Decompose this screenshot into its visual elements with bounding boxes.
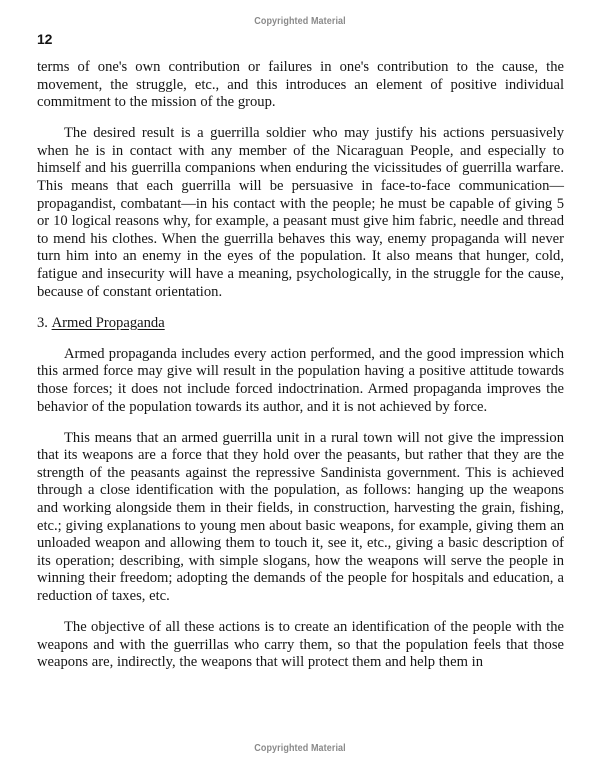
copyright-watermark-top: Copyrighted Material [254,15,346,27]
paragraph-armed-propaganda-definition: Armed propaganda includes every action performed, and the good impression which this armed force may give will result in the population having a positive attitude towards those forces; it does not include forced indoctrination. Armed propaganda improves the behavior of the population towards its author, and it is not achieved by force. [37,345,564,415]
page-number: 12 [37,31,53,47]
section-heading-armed-propaganda [37,315,564,333]
paragraph-continued: terms of one's own contribution or failures in one's contribution to the cause, the movement, the struggle, etc., and this introduces an element of positive individual commitment to the mission of the group. [37,59,564,111]
section-title: Armed Propaganda [51,314,165,331]
paragraph-objective: The objective of all these actions is to create an identification of the people with the weapons and with the guerrillas who carry them, so that the population feels that those weapons are, indirectly, the weapons that will protect them and help them in [37,619,564,671]
body-text-column [37,59,564,685]
section-number: 3. [37,314,48,331]
paragraph-desired-result: The desired result is a guerrilla soldier who may justify his actions persuasively when he is in contact with any member of the Nicaraguan People, and especially to himself and his guerrilla companions when enduring the vicissitudes of guerrilla warfare. This means that each guerrilla will be persuasive in face-to-face communication—propagandist, combatant—in his contact with the people; he must be capable of giving 5 or 10 logical reasons why, for example, a peasant must give him fabric, needle and thread to mend his clothes. When the guerrilla behaves this way, enemy propaganda will never turn him into an enemy in the eyes of the population. It also means that hunger, cold, fatigue and insecurity will have a meaning, psychologically, in the struggle for the cause, because of constant orientation. [37,125,564,300]
paragraph-rural-town: This means that an armed guerrilla unit in a rural town will not give the impression that its weapons are a force that they hold over the peasants, but rather that they are the strength of the peasants against the repressive Sandinista government. This is achieved through a close identification with the population, as follows: hanging up the weapons and working alongside them in their fields, in construction, harvesting the grain, fishing, etc.; giving explanations to young men about basic weapons, for example, giving them an unloaded weapon and allowing them to touch it, see it, etc., giving a basic description of its operation; describing, with simple slogans, how the weapons will serve the people in winning their freedom; adopting the demands of the people for hospitals and education, a reduction of taxes, etc. [37,429,564,605]
copyright-watermark-bottom: Copyrighted Material [254,742,346,754]
